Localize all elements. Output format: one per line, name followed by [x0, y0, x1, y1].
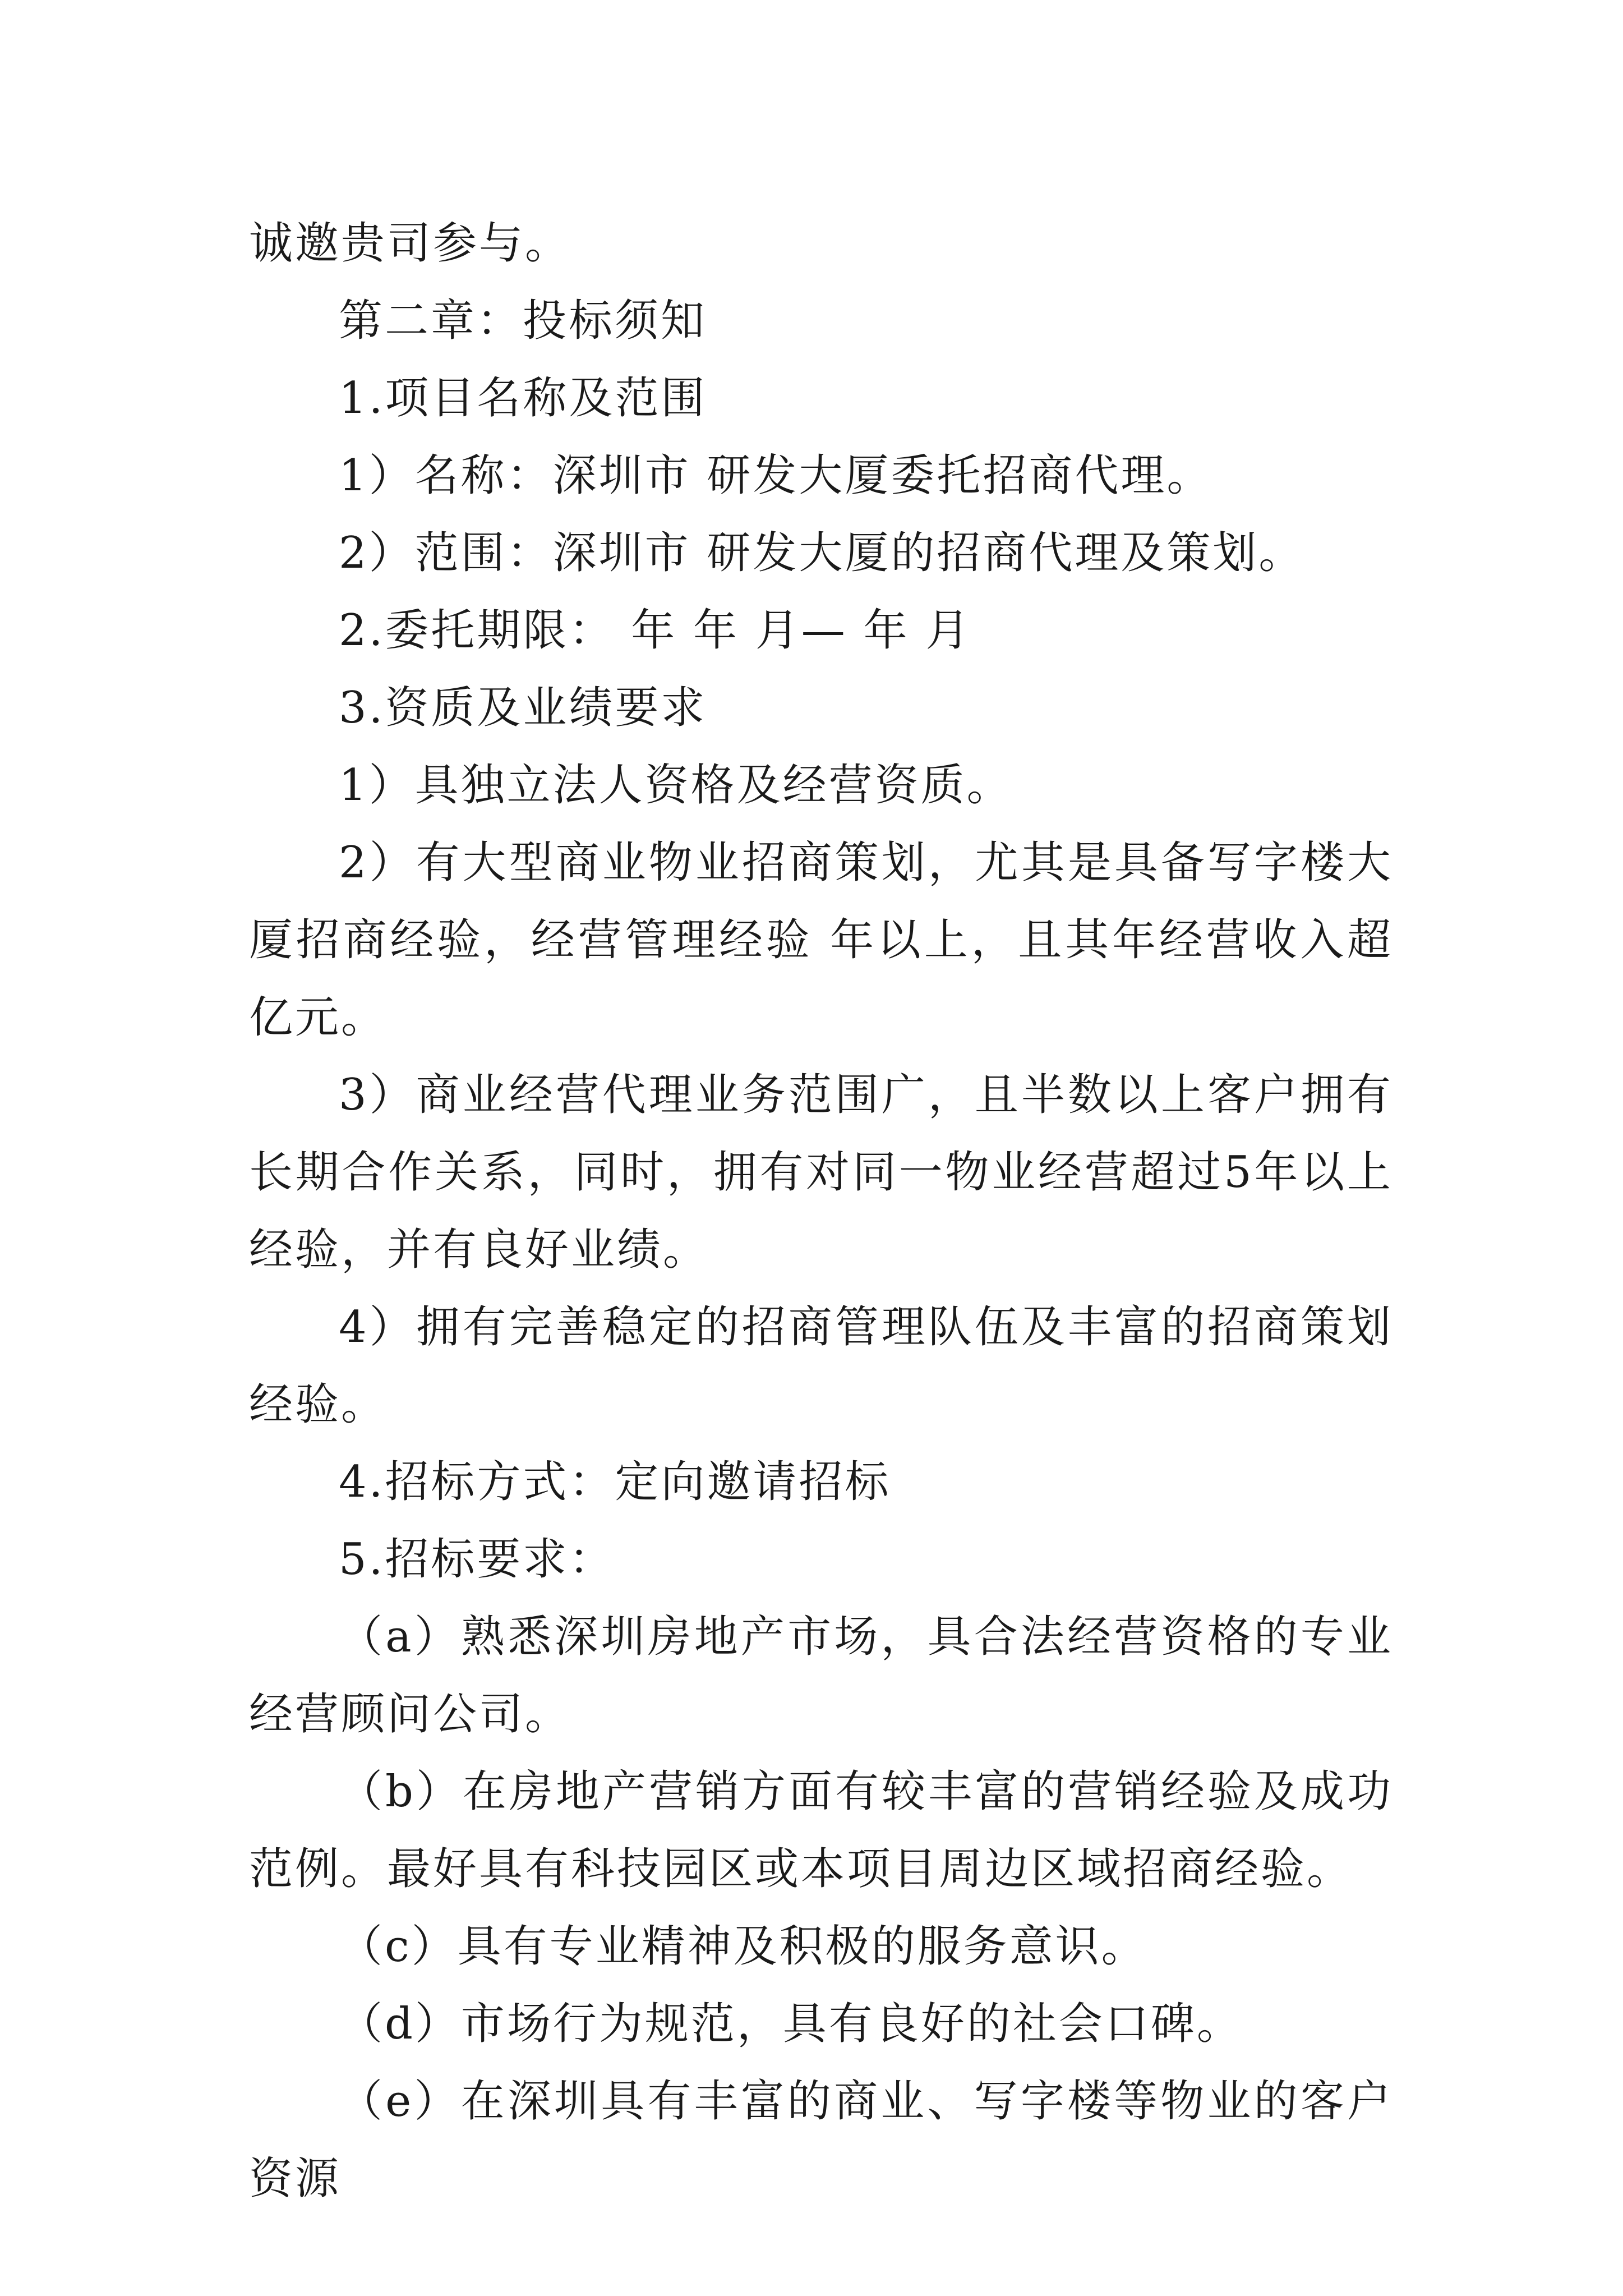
list-item: 4）拥有完善稳定的招商管理队伍及丰富的招商策划经验。	[249, 1302, 1393, 1430]
paragraph: 诚邀贵司参与。	[249, 218, 571, 269]
list-item: 1）具独立法人资格及经营资质。	[339, 760, 1013, 811]
document-body	[249, 205, 1393, 2217]
chapter-heading: 第二章：投标须知	[339, 296, 707, 346]
section-heading: 4.招标方式：定向邀请招标	[339, 1457, 891, 1507]
list-item: （d）市场行为规范，具有良好的社会口碑。	[339, 1999, 1243, 2049]
list-item: 1）名称：深圳市 研发大厦委托招商代理。	[339, 450, 1213, 501]
list-item: 3）商业经营代理业务范围广，且半数以上客户拥有长期合作关系，同时，拥有对同一物业经营超过5年以上经验，并有良好业绩。	[249, 1070, 1393, 1275]
section-heading: 2.委托期限： 年 年 月— 年 月	[339, 605, 972, 656]
section-heading: 5.招标要求：	[339, 1534, 615, 1585]
list-item: （b）在房地产营销方面有较丰富的营销经验及成功范例。最好具有科技园区或本项目周边区域招商经验。	[249, 1766, 1393, 1894]
list-item: （a）熟悉深圳房地产市场，具合法经营资格的专业经营顾问公司。	[249, 1612, 1393, 1740]
section-heading: 3.资质及业绩要求	[339, 683, 707, 733]
section-heading: 1.项目名称及范围	[339, 373, 707, 424]
list-item: （e）在深圳具有丰富的商业、写字楼等物业的客户资源	[249, 2076, 1393, 2204]
list-item: 2）范围：深圳市 研发大厦的招商代理及策划。	[339, 528, 1305, 578]
list-item: 2）有大型商业物业招商策划，尤其是具备写字楼大厦招商经验，经营管理经验 年以上，且其年经营收入超亿元。	[249, 838, 1393, 1043]
list-item: （c）具有专业精神及积极的服务意识。	[339, 1921, 1147, 1972]
